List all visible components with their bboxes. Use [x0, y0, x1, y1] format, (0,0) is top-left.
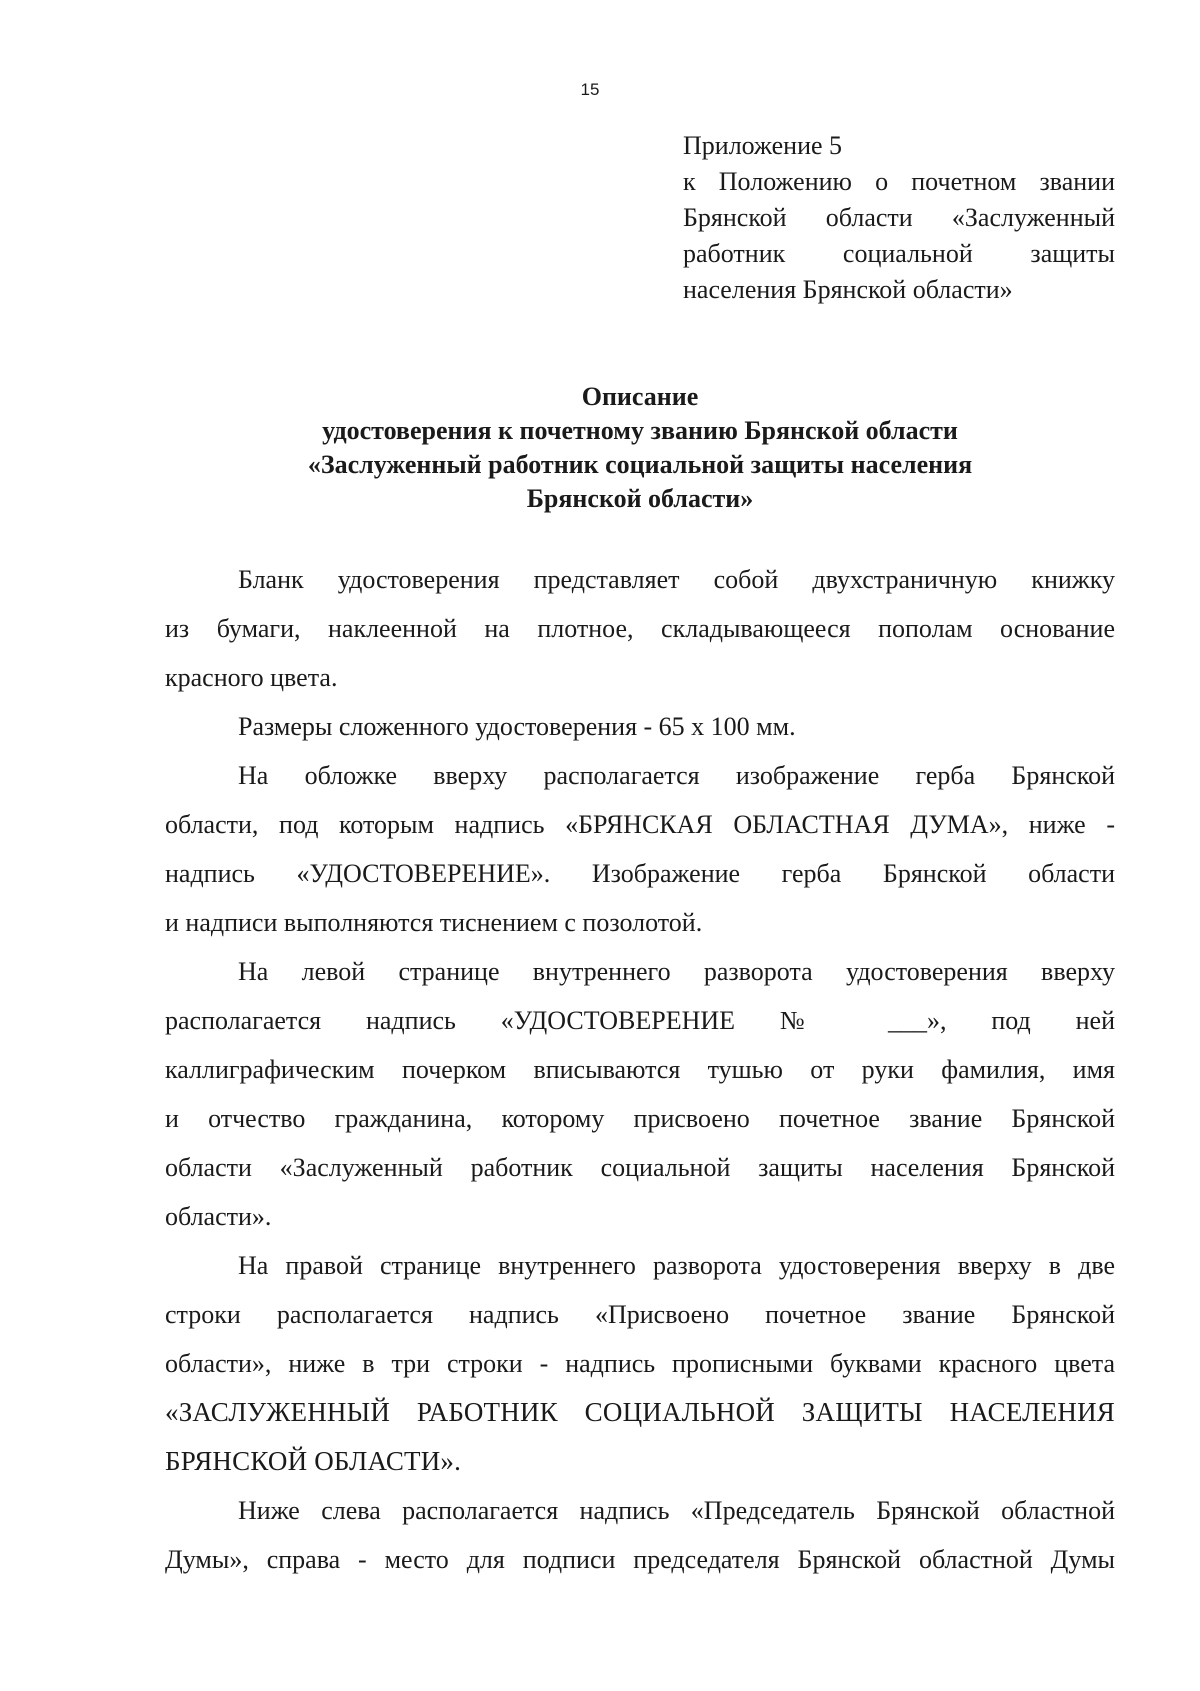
paragraph-line: На левой странице внутреннего разворота удостоверения вверху [238, 957, 1115, 986]
paragraph [165, 702, 1115, 751]
appendix-reference [683, 128, 1115, 308]
paragraph-line: из бумаги, наклеенной на плотное, складывающееся пополам основание [165, 614, 1115, 643]
paragraph-line: красного цвета. [165, 663, 338, 692]
appendix-line: населения Брянской области» [683, 275, 1013, 304]
appendix-line: работник социальной защиты [683, 239, 1115, 268]
paragraph-line: На правой странице внутреннего разворота удостоверения вверху в две [238, 1251, 1115, 1280]
paragraph-line: На обложке вверху располагается изображение герба Брянской [238, 761, 1115, 790]
document-title [160, 380, 1120, 516]
page-number: 15 [580, 80, 600, 99]
title-line: Описание [581, 382, 699, 411]
appendix-line: Приложение 5 [683, 131, 843, 160]
paragraph-line: Размеры сложенного удостоверения - 65 х 100 мм. [238, 712, 796, 741]
paragraph-line: располагается надпись «УДОСТОВЕРЕНИЕ № ___», под ней [165, 1006, 1115, 1035]
paragraph-line: «ЗАСЛУЖЕННЫЙ РАБОТНИК СОЦИАЛЬНОЙ ЗАЩИТЫ НАСЕЛЕНИЯ [165, 1397, 1115, 1427]
paragraph-line: и отчество гражданина, которому присвоено почетное звание Брянской [165, 1104, 1115, 1133]
paragraph-line: Ниже слева располагается надпись «Председатель Брянской областной [238, 1496, 1115, 1525]
paragraph [165, 555, 1115, 702]
document-body [165, 555, 1115, 1584]
paragraph-line: надпись «УДОСТОВЕРЕНИЕ». Изображение герба Брянской области [165, 859, 1115, 888]
paragraph-line: Бланк удостоверения представляет собой двухстраничную книжку [238, 565, 1115, 594]
title-line: Брянской области» [526, 484, 754, 513]
paragraph-line: каллиграфическим почерком вписываются тушью от руки фамилия, имя [165, 1055, 1115, 1084]
paragraph [165, 1241, 1115, 1486]
paragraph-line: области». [165, 1202, 272, 1231]
paragraph-line: и надписи выполняются тиснением с позолотой. [165, 908, 703, 937]
paragraph [165, 1486, 1115, 1584]
title-line: удостоверения к почетному званию Брянской области [322, 416, 958, 445]
paragraph-line: Думы», справа - место для подписи председателя Брянской областной Думы [165, 1545, 1115, 1574]
title-line: «Заслуженный работник социальной защиты населения [307, 450, 973, 479]
paragraph [165, 751, 1115, 947]
paragraph-line: строки располагается надпись «Присвоено почетное звание Брянской [165, 1300, 1115, 1329]
paragraph-line: области «Заслуженный работник социальной защиты населения Брянской [165, 1153, 1115, 1182]
appendix-line: к Положению о почетном звании [683, 167, 1115, 196]
appendix-line: Брянской области «Заслуженный [683, 203, 1115, 232]
paragraph-line: области, под которым надпись «БРЯНСКАЯ ОБЛАСТНАЯ ДУМА», ниже - [165, 810, 1115, 839]
paragraph [165, 947, 1115, 1241]
paragraph-line: БРЯНСКОЙ ОБЛАСТИ». [165, 1446, 462, 1476]
paragraph-line: области», ниже в три строки - надпись прописными буквами красного цвета [165, 1349, 1115, 1378]
